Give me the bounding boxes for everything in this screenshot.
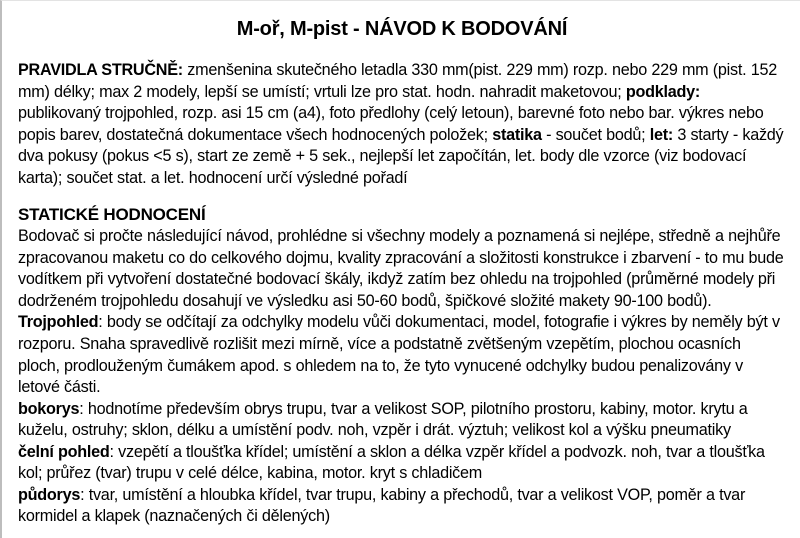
item-separator: : xyxy=(98,313,107,332)
item-separator: : xyxy=(80,485,89,504)
item-text-bokorys: hodnotíme především obrys trupu, tvar a velikost SOP, pilotního prostoru, kabiny, motor. krytu a kuželu, ostruhy; sklon, délku a umístění podv. noh, vzpěr i drát. výztuh; velikost kol a výšku pneumatiky xyxy=(18,399,748,440)
item-celni-pohled xyxy=(18,442,786,485)
rules-text-4: 3 starty - každý dva pokusy (pokus <5 s), start ze země + 5 sek., nejlepší let započítán, let. body dle vzorce (viz bodovací karta); součet stat. a let. hodnocení určí výsledné pořadí xyxy=(18,125,784,187)
item-label-celni-pohled: čelní pohled xyxy=(18,442,110,461)
rules-text-1: zmenšenina skutečného letadla 330 mm(pist. 229 mm) rozp. nebo 229 mm (pist. 152 mm) délky; max 2 modely, lepší se umístí; vrtuli lze pro stat. hodn. nahradit maketovou; xyxy=(18,61,777,101)
section-heading-staticke-hodnoceni: STATICKÉ HODNOCENÍ xyxy=(18,205,206,225)
rules-text-2: publikovaný trojpohled, rozp. asi 15 cm (a4), foto předlohy (celý letoun), barevné foto nebo bar. výkres nebo popis barev, dostatečná dokumentace všech hodnocených položek; xyxy=(18,104,764,144)
rules-text-3: - součet bodů; xyxy=(541,125,650,144)
item-text-trojpohled: body se odčítají za odchylky modelu vůči dokumentaci, model, fotografie i výkres by neměly být v rozporu. Snaha spravedlivě rozlišit mezi mírně, více a podstatně zvětšeným vzepětím, plochou ocasních ploch, prodlouženým čumákem apod. s ohledem na to, že tyto vynucené odchylky budou penalizovány v letové části. xyxy=(18,313,780,397)
item-trojpohled xyxy=(18,312,786,398)
page-title: M-oř, M-pist - NÁVOD K BODOVÁNÍ xyxy=(236,18,568,40)
item-label-bokorys: bokorys xyxy=(18,399,80,418)
rules-label-let: let: xyxy=(649,125,673,144)
item-separator: : xyxy=(109,442,119,461)
item-pudorys xyxy=(18,485,786,528)
rules-label-pravidla: PRAVIDLA STRUČNĚ: xyxy=(18,61,183,79)
rules-label-podklady: podklady: xyxy=(625,82,701,101)
item-text-pudorys: tvar, umístění a hloubka křídel, tvar trupu, kabiny a přechodů, tvar a velikost VOP, poměr a tvar kormidel a klapek (naznačených či dělených) xyxy=(18,485,746,526)
static-intro-paragraph: Bodovač si pročte následující návod, prohlédne si všechny modely a poznamená si nejlépe, středně a nejhůře zpracovanou maketu co do celkového dojmu, kvality zpracování a složitosti konstrukce i zbarvení - to mu bude vodítkem při vytvoření dostatečné bodovací škály, ikdyž zatím bez ohledu na trojpohled (průměrné modely při dodrženém trojpohledu dosahují ve výsledku asi 50-60 bodů, špičkové složité makety 90-100 bodů). xyxy=(18,227,784,310)
item-text-celni-pohled: vzepětí a tloušťka křídel; umístění a sklon a délka vzpěr křídel a podvozk. noh, tvar a tloušťka kol; průřez (tvar) trupu v celé délce, kabina, motor. kryt s chladičem xyxy=(18,442,765,483)
rules-paragraph xyxy=(18,60,786,189)
item-bokorys xyxy=(18,399,786,442)
item-separator: : xyxy=(79,399,88,418)
rules-label-statika: statika xyxy=(492,125,542,144)
document-body xyxy=(2,1,800,528)
item-label-pudorys: půdorys xyxy=(18,485,81,504)
item-label-trojpohled: Trojpohled xyxy=(18,313,99,332)
